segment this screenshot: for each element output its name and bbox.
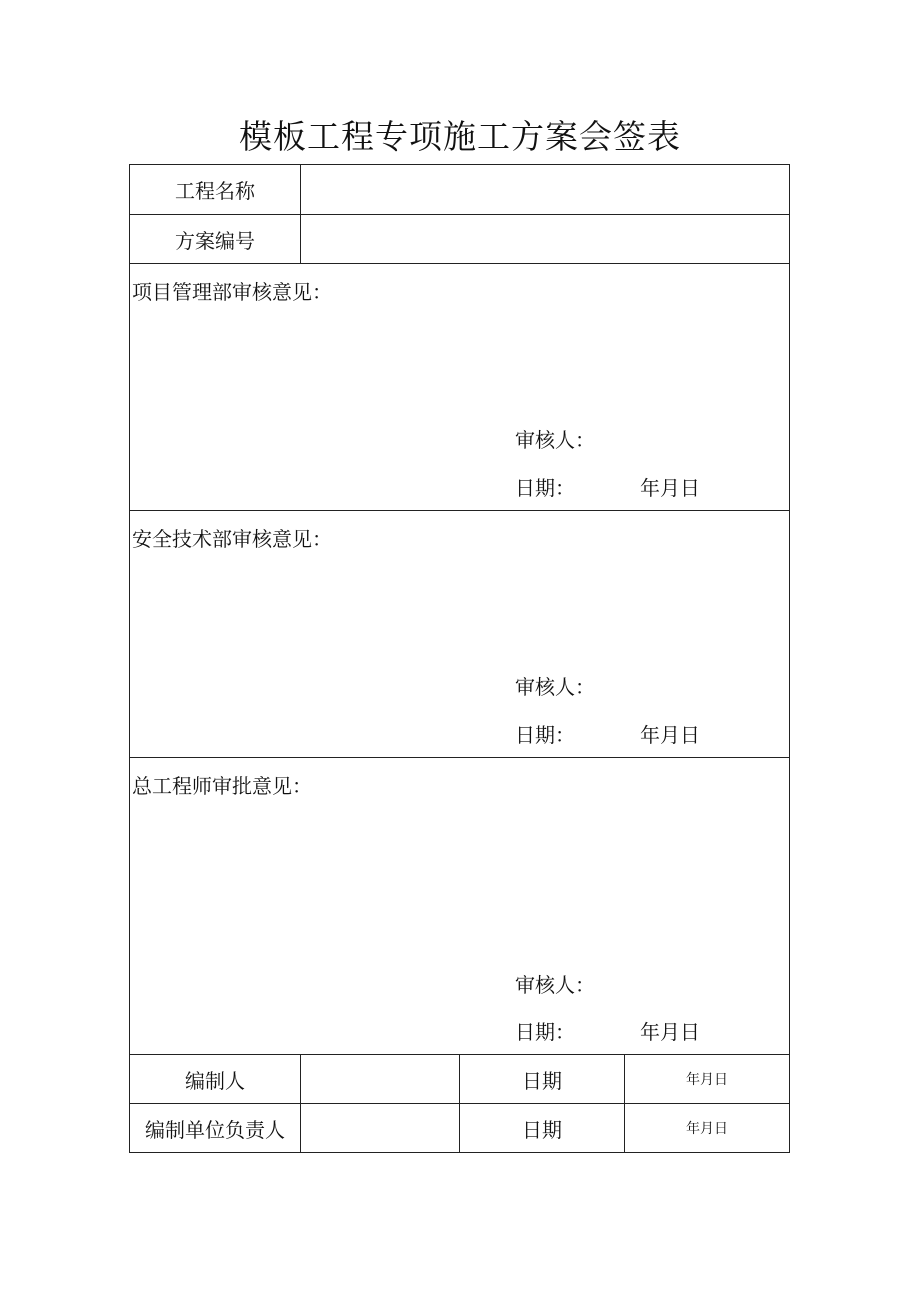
project-name-row (130, 165, 789, 215)
compiler-date-label: 日期 (460, 1055, 625, 1103)
unit-head-date-value[interactable]: 年月日 (686, 1121, 728, 1137)
section-label: 项目管理部审核意见： (132, 280, 332, 304)
date-label: 日期： (515, 476, 575, 500)
project-name-field[interactable] (301, 165, 789, 214)
plan-number-row (130, 215, 789, 264)
date-value: 年月日 (640, 476, 700, 500)
plan-number-label: 方案编号 (130, 215, 301, 263)
compiler-date-value[interactable]: 年月日 (686, 1072, 728, 1088)
section-label: 总工程师审批意见： (132, 774, 312, 798)
plan-number-field[interactable] (301, 215, 789, 263)
date-value: 年月日 (640, 1020, 700, 1044)
project-dept-review-section[interactable] (130, 264, 789, 511)
reviewer-label: 审核人： (515, 428, 595, 452)
unit-head-row (130, 1104, 789, 1152)
form-title: 模板工程专项施工方案会签表 (239, 117, 681, 156)
date-label: 日期： (515, 723, 575, 747)
unit-head-label: 编制单位负责人 (130, 1104, 301, 1152)
unit-head-date-label: 日期 (460, 1104, 625, 1152)
compiler-row (130, 1055, 789, 1104)
project-name-label: 工程名称 (130, 165, 301, 214)
safety-tech-review-section[interactable] (130, 511, 789, 758)
reviewer-label: 审核人： (515, 675, 595, 699)
unit-head-field[interactable] (301, 1104, 460, 1152)
compiler-field[interactable] (301, 1055, 460, 1103)
approval-form-table (129, 164, 790, 1153)
reviewer-label: 审核人： (515, 973, 595, 997)
compiler-label: 编制人 (130, 1055, 301, 1103)
date-label: 日期： (515, 1020, 575, 1044)
section-label: 安全技术部审核意见： (132, 527, 332, 551)
date-value: 年月日 (640, 723, 700, 747)
chief-engineer-approval-section[interactable] (130, 758, 789, 1055)
